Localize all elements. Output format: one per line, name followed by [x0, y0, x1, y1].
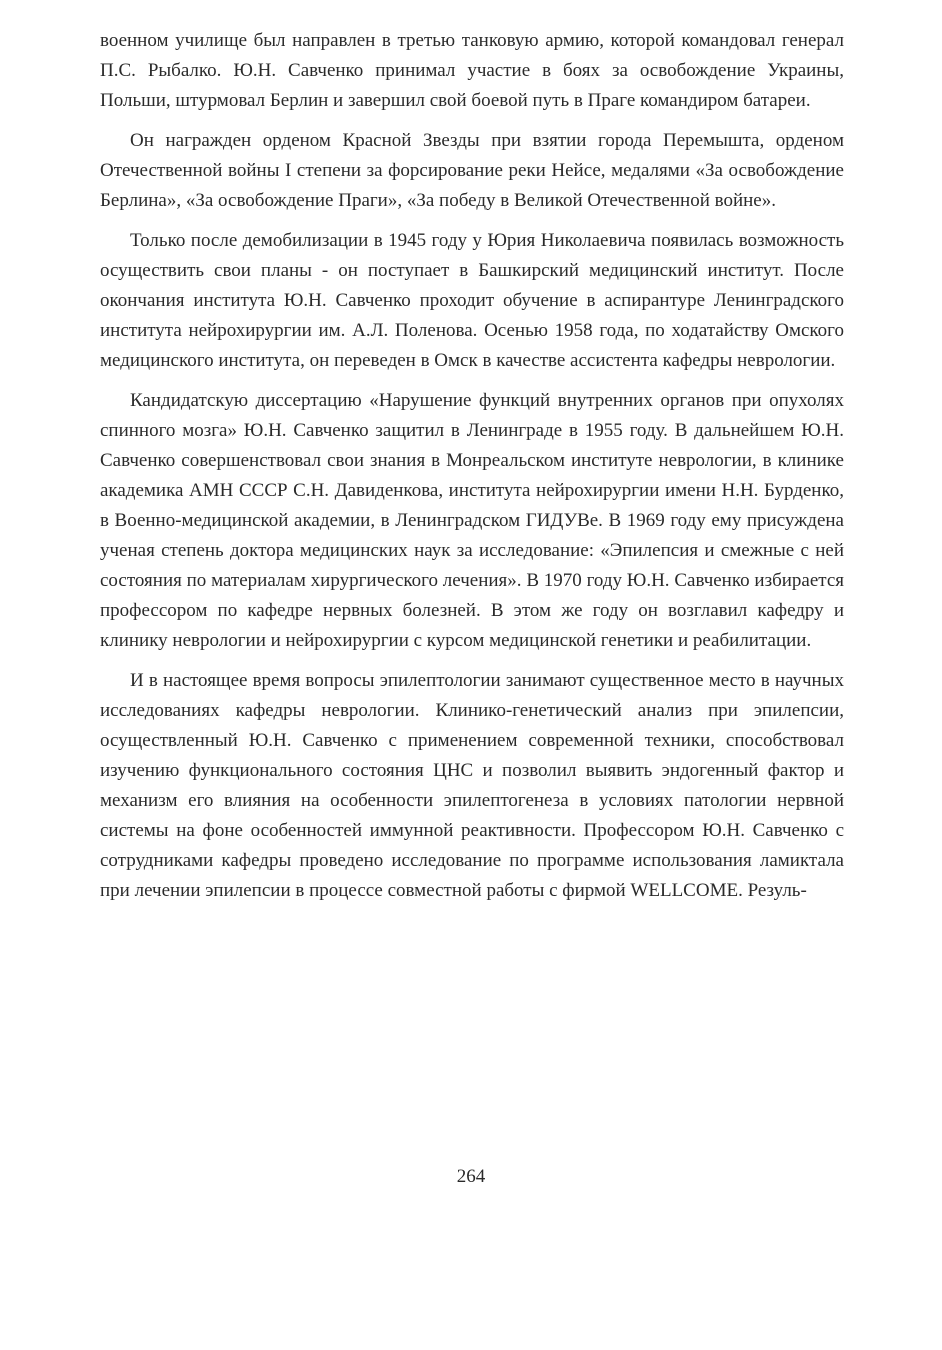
paragraph-dissertation: Кандидатскую диссертацию «Нарушение функций внутренних органов при опухолях спинного мозга» Ю.Н. Савченко защитил в Ленинграде в 1955 году. В дальнейшем Ю.Н. Савченко совершенствовал свои знания в Монреальском институте неврологии, в клинике академика АМН СССР С.Н. Давиденкова, института нейрохирургии имени Н.Н. Бурденко, в Военно-медицинской академии, в Ленинградском ГИДУВе. В 1969 году ему присуждена ученая степень доктора медицинских наук за исследование: «Эпилепсия и смежные с ней состояния по материалам хирургического лечения». В 1970 году Ю.Н. Савченко избирается профессором по кафедре нервных болезней. В этом же году он возглавил кафедру и клинику неврологии и нейрохирургии с курсом медицинской генетики и реабилитации.	[100, 390, 844, 651]
paragraph-awards: Он награжден орденом Красной Звезды при взятии города Перемышта, орденом Отечественной войны I степени за форсирование реки Нейсе, медалями «За освобождение Берлина», «За освобождение Праги», «За победу в Великой Отечественной войне».	[100, 130, 844, 211]
paragraph-epileptology: И в настоящее время вопросы эпилептологии занимают существенное место в научных исследованиях кафедры неврологии. Клинико-генетический анализ при эпилепсии, осуществленный Ю.Н. Савченко с применением современной техники, способствовал изучению функционального состояния ЦНС и позволил выявить эндогенный фактор и механизм его влияния на особенности эпилептогенеза в условиях патологии нервной системы на фоне особенностей иммунной реактивности. Профессором Ю.Н. Савченко с сотрудниками кафедры проведено исследование по программе использования ламиктала при лечении эпилепсии в процессе совместной работы с фирмой WELLCOME. Резуль-	[100, 670, 844, 901]
paragraph-education: Только после демобилизации в 1945 году у Юрия Николаевича появилась возможность осуществить свои планы - он поступает в Башкирский медицинский институт. После окончания института Ю.Н. Савченко проходит обучение в аспирантуре Ленинградского института нейрохирургии им. А.Л. Поленова. Осенью 1958 года, по ходатайству Омского медицинского института, он переведен в Омск в качестве ассистента кафедры неврологии.	[100, 230, 844, 371]
paragraph-combat-service: военном училище был направлен в третью танковую армию, которой командовал генерал П.С. Рыбалко. Ю.Н. Савченко принимал участие в боях за освобождение Украины, Польши, штурмовал Берлин и завершил свой боевой путь в Праге командиром батареи.	[100, 30, 844, 111]
page-number: 264	[456, 1166, 486, 1187]
page-body	[100, 26, 844, 906]
